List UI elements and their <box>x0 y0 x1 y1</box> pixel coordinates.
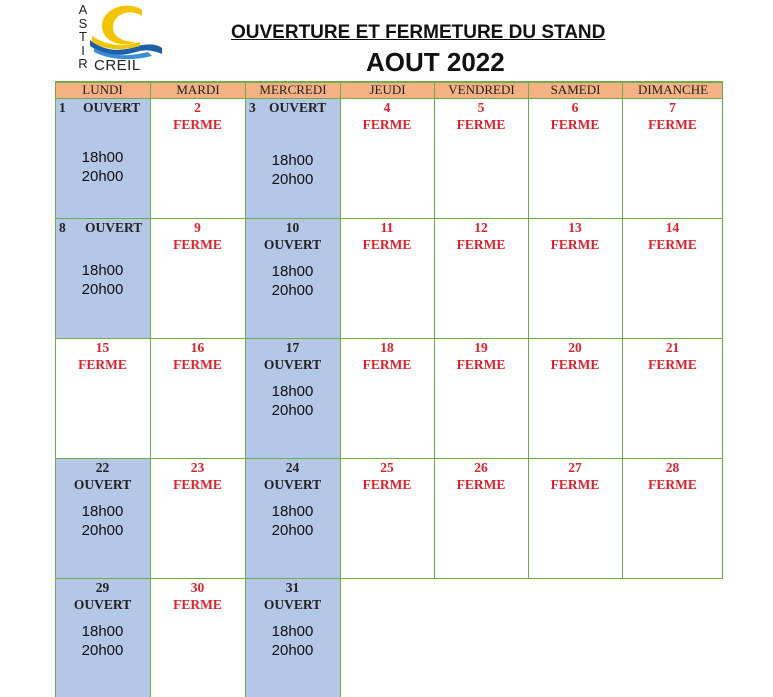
day-number: 13 <box>568 220 582 235</box>
grid-line <box>55 458 723 460</box>
day-number: 8 <box>59 220 66 235</box>
closing-time: 20h00 <box>271 642 314 659</box>
page-title: OUVERTURE ET FERMETURE DU STAND <box>231 22 606 43</box>
day-cell <box>340 218 434 338</box>
day-cell <box>528 338 622 458</box>
day-status: OUVERT <box>73 477 132 492</box>
day-number: 22 <box>95 460 110 475</box>
day-number: 14 <box>665 220 680 235</box>
day-status: FERME <box>648 357 697 372</box>
grid-line <box>340 578 342 697</box>
day-status: FERME <box>550 357 600 372</box>
day-status: FERME <box>456 477 506 492</box>
logo-letter: T <box>79 29 87 44</box>
grid-line <box>55 81 723 83</box>
grid-line <box>722 81 724 578</box>
day-status: FERME <box>648 117 697 132</box>
day-number: 19 <box>474 340 488 355</box>
day-number: 11 <box>380 220 394 235</box>
day-status: FERME <box>173 597 222 612</box>
grid-line <box>55 578 57 697</box>
day-status: OUVERT <box>83 100 141 115</box>
day-cell <box>245 98 340 218</box>
day-status: FERME <box>550 117 600 132</box>
day-cell <box>55 218 150 338</box>
day-status: OUVERT <box>269 100 327 115</box>
opening-hours <box>55 622 150 660</box>
day-cell <box>245 458 340 578</box>
opening-time: 18h00 <box>81 623 124 640</box>
day-status: FERME <box>362 477 412 492</box>
closing-time: 20h00 <box>271 402 314 419</box>
grid-line <box>245 578 247 697</box>
weekday-header: VENDREDI <box>434 81 528 98</box>
day-status: FERME <box>362 237 412 252</box>
day-cell <box>55 98 150 218</box>
weekday-header: MERCREDI <box>245 81 340 98</box>
grid-line <box>55 81 57 578</box>
day-number: 18 <box>380 340 394 355</box>
opening-hours <box>245 622 340 660</box>
day-number: 12 <box>474 220 488 235</box>
grid-line <box>55 98 723 100</box>
day-number: 24 <box>285 460 300 475</box>
day-number: 6 <box>571 100 579 115</box>
day-cell <box>622 98 723 218</box>
opening-hours <box>245 502 340 540</box>
closing-time: 20h00 <box>271 171 314 188</box>
day-number: 3 <box>249 100 256 115</box>
grid-line <box>150 81 152 578</box>
opening-time: 18h00 <box>81 149 124 166</box>
day-status: FERME <box>78 357 127 372</box>
closing-time: 20h00 <box>81 522 124 539</box>
opening-hours <box>55 261 150 299</box>
day-cell <box>150 98 245 218</box>
closing-time: 20h00 <box>271 522 314 539</box>
day-number: 27 <box>568 460 582 475</box>
astir-creil-logo <box>72 2 162 74</box>
day-status: FERME <box>456 117 506 132</box>
day-cell <box>622 218 723 338</box>
opening-hours <box>245 151 340 189</box>
day-cell <box>622 338 723 458</box>
day-cell <box>245 578 340 697</box>
opening-time: 18h00 <box>81 503 124 520</box>
grid-line <box>528 81 530 578</box>
day-cell <box>245 338 340 458</box>
opening-time: 18h00 <box>271 503 314 520</box>
day-status: OUVERT <box>263 477 322 492</box>
opening-time: 18h00 <box>81 262 124 279</box>
day-cell <box>55 458 150 578</box>
logo-letter: S <box>78 15 88 31</box>
month-title: AOUT 2022 <box>366 47 505 77</box>
grid-line <box>434 81 436 578</box>
weekday-header: JEUDI <box>340 81 434 98</box>
logo-letter: I <box>81 42 85 58</box>
day-status: OUVERT <box>263 597 322 612</box>
day-number: 2 <box>194 100 201 115</box>
grid-line <box>340 81 342 578</box>
day-number: 21 <box>665 340 680 355</box>
day-number: 26 <box>474 460 488 475</box>
day-status: FERME <box>362 117 412 132</box>
grid-line <box>150 578 152 697</box>
day-status: FERME <box>362 357 412 372</box>
day-status: FERME <box>173 237 222 252</box>
logo-city-text: CREIL <box>94 57 141 74</box>
day-status: FERME <box>550 237 600 252</box>
day-number: 4 <box>383 100 391 115</box>
logo-crescent-icon <box>88 2 162 60</box>
day-status: OUVERT <box>263 237 322 252</box>
weekday-header: SAMEDI <box>528 81 622 98</box>
day-number: 29 <box>95 580 110 595</box>
day-cell <box>150 338 245 458</box>
day-cell <box>55 338 150 458</box>
day-cell <box>245 218 340 338</box>
day-status: FERME <box>173 357 222 372</box>
day-number: 10 <box>285 220 300 235</box>
closing-time: 20h00 <box>81 642 124 659</box>
weekday-header: LUNDI <box>82 82 123 97</box>
day-number: 1 <box>59 100 66 115</box>
day-number: 17 <box>285 340 300 355</box>
opening-hours <box>55 148 150 186</box>
grid-line <box>245 81 247 578</box>
day-number: 31 <box>285 580 300 595</box>
day-number: 20 <box>568 340 582 355</box>
closing-time: 20h00 <box>81 281 124 298</box>
opening-hours <box>245 382 340 420</box>
day-number: 15 <box>95 340 110 355</box>
opening-time: 18h00 <box>271 383 314 400</box>
day-status: FERME <box>648 237 697 252</box>
day-number: 23 <box>190 460 205 475</box>
day-status: OUVERT <box>73 597 132 612</box>
day-cell <box>150 458 245 578</box>
grid-line <box>55 218 723 220</box>
day-status: FERME <box>550 477 600 492</box>
day-number: 9 <box>194 220 201 235</box>
day-status: FERME <box>173 477 222 492</box>
day-cell <box>340 98 434 218</box>
day-number: 28 <box>665 460 680 475</box>
day-number: 7 <box>669 100 676 115</box>
day-status: FERME <box>456 237 506 252</box>
day-number: 30 <box>190 580 205 595</box>
day-cell <box>340 458 434 578</box>
day-cell <box>622 458 723 578</box>
closing-time: 20h00 <box>81 168 124 185</box>
day-cell <box>528 218 622 338</box>
opening-hours <box>245 262 340 300</box>
day-cell <box>55 578 150 697</box>
day-status: OUVERT <box>85 220 143 235</box>
day-cell <box>434 218 528 338</box>
day-cell <box>528 98 622 218</box>
opening-hours <box>55 502 150 540</box>
grid-line <box>622 81 624 578</box>
day-cell <box>434 338 528 458</box>
opening-time: 18h00 <box>271 623 314 640</box>
day-number: 16 <box>190 340 205 355</box>
weekday-header: MARDI <box>150 81 245 98</box>
day-cell <box>528 458 622 578</box>
day-cell <box>340 338 434 458</box>
day-number: 5 <box>477 100 485 115</box>
day-cell <box>434 458 528 578</box>
day-cell <box>150 218 245 338</box>
opening-time: 18h00 <box>271 263 314 280</box>
grid-line <box>55 578 723 580</box>
day-status: FERME <box>173 117 222 132</box>
day-status: FERME <box>648 477 697 492</box>
weekday-header: DIMANCHE <box>622 81 723 98</box>
day-number: 25 <box>380 460 394 475</box>
opening-time: 18h00 <box>271 152 314 169</box>
calendar-grid <box>55 81 723 697</box>
day-cell <box>150 578 245 697</box>
grid-line <box>55 338 723 340</box>
day-cell <box>434 98 528 218</box>
logo-letter: R <box>78 56 88 71</box>
day-status: FERME <box>456 357 506 372</box>
closing-time: 20h00 <box>271 282 314 299</box>
day-status: OUVERT <box>263 357 322 372</box>
logo-letter: A <box>78 2 88 17</box>
